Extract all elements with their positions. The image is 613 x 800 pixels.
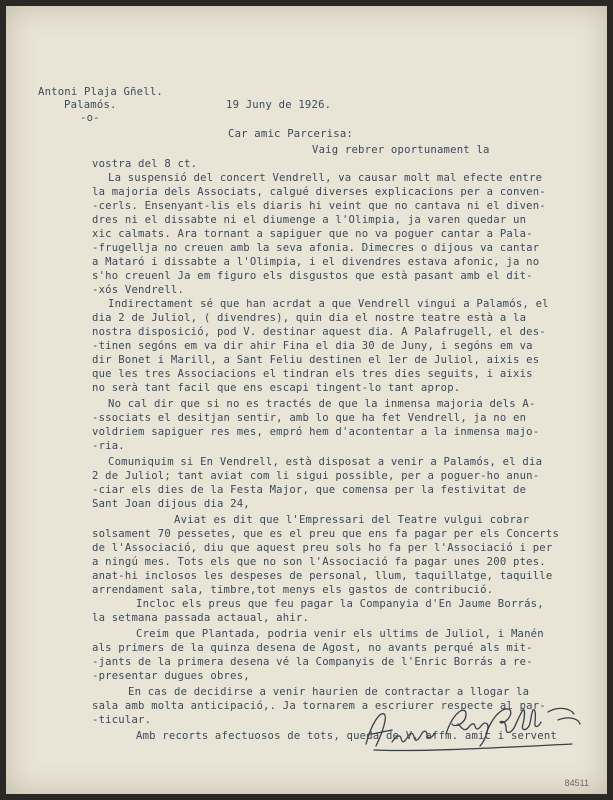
body-line: No cal dir que si no es tractés de que la inmensa majoria dels A- — [108, 398, 536, 410]
body-line: Creim que Plantada, podria venir els ultims de Juliol, i Manén — [136, 628, 544, 640]
body-line: sala amb molta anticipació,. Ja tornarem a escriurer respecte al par- — [92, 700, 546, 712]
body-line: a ningú mes. Tots els que no son l'Associació fa pagar unes 200 ptes. — [92, 556, 546, 568]
body-line: Indirectament sé que han acrdat a que Vendrell vingui a Palamós, el — [108, 298, 549, 310]
sender-city: Palamós. — [64, 99, 117, 111]
body-line: s'ho creuenl Ja em figuro els disgustos que està pasant amb el dit- — [92, 270, 533, 282]
body-line: dres ni el dissabte ni el diumenge a l'Olimpia, ja varen quedar un — [92, 214, 527, 226]
body-line: Sant Joan dijous dia 24, — [92, 498, 250, 510]
date-line: 19 Juny de 1926. — [226, 99, 332, 111]
body-line: -ssociats el desitjan sentir, amb lo que ha fet Vendrell, ja no en — [92, 412, 527, 424]
body-line: Aviat es dit que l'Empressari del Teatre vulgui cobrar — [174, 514, 530, 526]
body-line: -jants de la primera desena vé la Companyis de l'Enric Borrás a re- — [92, 656, 533, 668]
body-line: Incloc els preus que feu pagar la Companyia d'En Jaume Borrás, — [136, 598, 544, 610]
body-line: La suspensió del concert Vendrell, va causar molt mal efecte entre — [108, 172, 543, 184]
salutation: Car amic Parcerisa: — [228, 128, 353, 140]
sender-name: Antoni Plaja Gñell. — [38, 86, 163, 98]
body-line: solsament 70 pessetes, que es el preu que ens fa pagar per els Concerts — [92, 528, 560, 540]
body-line: -cerls. Ensenyant-lis els diaris hi veint que no cantava ni el diven- — [92, 200, 546, 212]
body-line: En cas de decidirse a venir haurien de contractar a llogar la — [128, 686, 530, 698]
body-line: Comuniquim si En Vendrell, està disposat a venir a Palamós, el dia — [108, 456, 543, 468]
body-line: als primers de la quinza desena de Agost, no avants perqué als mit- — [92, 642, 533, 654]
body-line: -xós Vendrell. — [92, 284, 185, 296]
body-line: vostra del 8 ct. — [92, 158, 198, 170]
body-line: xic calmats. Ara tornant a sapiguer que no va poguer cantar a Pala- — [92, 228, 533, 240]
body-line: -tinen segóns em va dir ahir Fina el dia 30 de Juny, i segóns em va — [92, 340, 533, 352]
body-line: la majoria dels Associats, calgué diverses explicacions per a conven- — [92, 186, 546, 198]
body-line: -ria. — [92, 440, 125, 452]
body-line: que les tres Associacions el tindran els tres dies seguits, i aixis — [92, 368, 533, 380]
body-line: -ticular. — [92, 714, 152, 726]
body-line: la setmana passada actaual, ahir. — [92, 612, 310, 624]
body-line: dia 2 de Juliol, ( divendres), quin dia el nostre teatre està a la — [92, 312, 527, 324]
handwritten-signature — [362, 694, 590, 754]
sender-mark: -o- — [80, 112, 100, 124]
body-line: no serà tant facil que ens escapi tingent-lo tant aprop. — [92, 382, 461, 394]
body-line: Vaig rebrer oportunament la — [312, 144, 490, 156]
body-line: Amb recorts afectuosos de tots, queda de V. affm. amic i servent — [136, 730, 557, 742]
body-line: voldriem sapiguer res mes, empró hem d'acontentar a la inmensa majo- — [92, 426, 540, 438]
body-line: a Mataró i dissabte a l'Olimpia, i el divendres estava afonic, ja no — [92, 256, 540, 268]
body-line: anat-hi inclosos les despeses de personal, llum, taquillatge, taquille — [92, 570, 553, 582]
body-line: 2 de Juliol; tant aviat com li sigui possible, per a poguer-ho anun- — [92, 470, 540, 482]
body-line: nostra disposició, pod V. destinar aquest dia. A Palafrugell, el des- — [92, 326, 546, 338]
letter-page — [6, 6, 607, 794]
archive-number: 84511 — [564, 778, 589, 788]
body-line: arrendament sala, timbre,tot menys els gastos de contribució. — [92, 584, 494, 596]
body-line: -frugellja no creuen amb la seva afonia. Dimecres o dijous va cantar — [92, 242, 540, 254]
body-line: -presentar dugues obres, — [92, 670, 250, 682]
body-line: -ciar els dies de la Festa Major, que comensa per la festivitat de — [92, 484, 527, 496]
body-line: dir Bonet i Marill, a Sant Feliu destinen el 1er de Juliol, aixis es — [92, 354, 540, 366]
body-line: de l'Associació, diu que aquest preu sols ho fa per l'Associació i per — [92, 542, 553, 554]
